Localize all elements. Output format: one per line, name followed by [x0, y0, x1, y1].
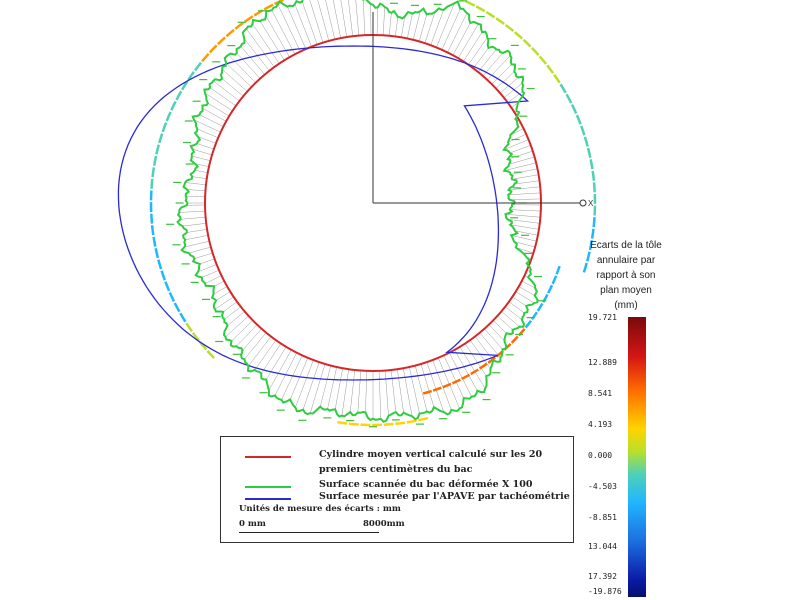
hatch-line	[185, 183, 206, 185]
hatch-line	[506, 214, 541, 217]
hatch-line	[379, 371, 381, 419]
hatch-line	[222, 69, 247, 91]
hatch-line	[214, 281, 224, 286]
hatch-line	[200, 115, 224, 127]
x-axis-label: X	[588, 199, 594, 208]
hatch-line	[185, 235, 208, 240]
ring-segment	[407, 421, 417, 423]
hatch-line	[355, 0, 359, 36]
colorbar-label: -19.876	[588, 587, 622, 596]
hatch-line	[346, 0, 353, 36]
colorbar-title-line: plan moyen	[600, 285, 652, 296]
hatch-line	[377, 7, 378, 35]
hatch-line	[511, 235, 536, 241]
colorbar-label: 4.193	[588, 420, 613, 429]
ring-segment	[557, 266, 560, 274]
scale-left-label: 0 mm	[239, 519, 266, 529]
hatch-line	[335, 368, 343, 409]
hatch-line	[511, 169, 538, 175]
hatch-line	[205, 93, 233, 111]
hatch-line	[407, 14, 412, 39]
hatch-line	[497, 316, 512, 330]
ring-segment	[349, 424, 359, 425]
hatch-line	[512, 297, 526, 306]
hatch-line	[389, 13, 391, 36]
hatch-line	[213, 81, 239, 101]
hatch-line	[295, 360, 313, 407]
hatch-line	[427, 362, 444, 412]
hatch-line	[383, 7, 385, 35]
ring-segment	[593, 171, 594, 181]
ring-segment	[171, 101, 175, 110]
hatch-line	[186, 196, 205, 197]
ring-segment	[154, 237, 156, 247]
hatch-line	[253, 24, 280, 64]
hatch-line	[510, 210, 541, 212]
hatch-line	[504, 83, 522, 98]
hatch-line	[365, 371, 367, 412]
colorbar-title-line: rapport à son	[596, 270, 656, 281]
hatch-line	[193, 149, 213, 155]
ring-segment	[210, 45, 217, 52]
hatch-line	[421, 364, 434, 407]
ring-segment	[175, 303, 180, 312]
ring-segment	[581, 126, 584, 135]
legend-text: Surface mesurée par l'APAVE par tachéométrie	[319, 491, 570, 502]
scale-bar	[239, 532, 379, 533]
hatch-line	[203, 108, 227, 121]
ring-segment	[167, 112, 171, 121]
hatch-line	[197, 144, 214, 150]
colorbar-label: 19.721	[588, 313, 617, 322]
ring-segment	[153, 167, 154, 177]
ring-segment	[462, 375, 470, 379]
ring-segment	[594, 217, 595, 227]
hatch-line	[468, 38, 487, 65]
hatch-line	[409, 367, 419, 414]
hatch-line	[403, 368, 412, 416]
hatch-line	[395, 17, 398, 37]
ring-segment	[384, 424, 394, 425]
hatch-line	[358, 371, 361, 413]
ring-segment	[165, 282, 169, 291]
hatch-line	[303, 362, 319, 410]
colorbar-label: 13.044	[588, 542, 617, 551]
ring-segment	[180, 313, 185, 322]
ring-segment	[235, 23, 243, 29]
ring-segment	[585, 137, 588, 147]
hatch-line	[473, 48, 488, 68]
hatch-line	[431, 10, 444, 45]
hatch-line	[489, 325, 505, 341]
ring-segment	[158, 260, 161, 270]
ring-segment	[567, 94, 572, 103]
hatch-line	[342, 369, 349, 416]
hatch-line	[442, 9, 461, 50]
hatch-line	[216, 292, 230, 301]
ring-segment	[554, 75, 560, 83]
hatch-line	[363, 0, 365, 35]
ring-segment	[207, 351, 214, 358]
ring-segment	[466, 1, 475, 5]
ring-segment	[515, 32, 523, 39]
hatch-line	[246, 29, 274, 67]
ring-segment	[433, 388, 441, 391]
hatch-line	[463, 32, 482, 61]
hatch-line	[192, 156, 211, 161]
ring-segment	[572, 105, 576, 114]
hatch-line	[330, 0, 341, 38]
ring-segment	[561, 84, 566, 93]
hatch-line	[397, 369, 403, 412]
ring-segment	[486, 12, 494, 17]
ring-segment	[423, 391, 432, 393]
legend-swatch-blue	[245, 498, 291, 500]
ring-segment	[176, 91, 181, 100]
hatch-line	[510, 199, 541, 200]
ring-segment	[395, 423, 405, 424]
ring-segment	[553, 276, 556, 284]
ring-segment	[245, 16, 253, 22]
hatch-line	[226, 316, 249, 337]
colorbar-label: 8.541	[588, 389, 613, 398]
hatch-line	[243, 329, 262, 351]
hatch-line	[183, 223, 207, 226]
hatch-line	[302, 2, 317, 45]
hatch-line	[227, 311, 244, 326]
hatch-line	[478, 50, 496, 73]
hatch-line	[181, 217, 206, 219]
legend-swatch-red	[245, 456, 291, 458]
ring-segment	[480, 364, 487, 369]
hatch-line	[350, 370, 355, 412]
hatch-line	[448, 13, 467, 52]
ring-segment	[163, 123, 166, 132]
ring-segment	[471, 370, 479, 375]
hatch-line	[290, 358, 308, 400]
ring-segment	[170, 293, 174, 302]
ring-segment	[548, 285, 552, 293]
ring-segment	[186, 323, 192, 331]
deviation-hatching	[179, 0, 541, 419]
colorbar-title-line: Ecarts de la tôle	[590, 240, 662, 251]
legend	[220, 436, 574, 543]
ring-segment	[152, 225, 153, 235]
hatch-line	[187, 229, 207, 232]
ring-segment	[512, 337, 518, 343]
hatch-line	[310, 364, 325, 413]
hatch-line	[419, 14, 427, 41]
hatch-line	[202, 270, 219, 277]
colorbar	[628, 317, 646, 597]
ring-segment	[156, 248, 158, 258]
hatch-line	[189, 247, 211, 253]
hatch-line	[514, 181, 539, 184]
colorbar-label: 17.392	[588, 572, 617, 581]
hatch-line	[501, 311, 519, 326]
hatch-line	[214, 286, 228, 294]
hatch-line	[509, 157, 535, 164]
hatch-line	[295, 4, 312, 46]
hatch-line	[487, 56, 510, 81]
colorbar-title	[585, 238, 667, 313]
hatch-line	[187, 190, 205, 191]
hatch-line	[385, 371, 388, 416]
ring-segment	[594, 182, 595, 192]
hatch-line	[512, 175, 539, 180]
ring-segment	[476, 6, 485, 11]
hatch-line	[519, 286, 535, 295]
hatch-line	[413, 11, 420, 40]
hatch-line	[484, 329, 502, 350]
hatch-line	[261, 344, 281, 374]
hatch-line	[197, 129, 218, 138]
hatch-line	[215, 297, 234, 309]
scale-right-label: 8000mm	[363, 519, 405, 529]
hatch-line	[475, 337, 493, 361]
ring-segment	[577, 115, 581, 124]
hatch-line	[436, 3, 454, 47]
ring-segment	[202, 54, 209, 62]
ring-segment	[443, 384, 451, 387]
hatch-line	[508, 193, 541, 195]
hatch-line	[185, 241, 210, 247]
hatch-line	[222, 79, 243, 97]
ring-segment	[506, 25, 514, 31]
hatch-line	[337, 0, 346, 37]
hatch-line	[226, 63, 251, 87]
x-axis-marker	[580, 200, 586, 206]
scale-title: Unités de mesure des écarts : mm	[239, 504, 401, 514]
ring-segment	[588, 148, 590, 158]
ring-segment	[532, 48, 539, 55]
ring-segment	[526, 321, 531, 328]
hatch-line	[237, 53, 260, 79]
ring-segment	[547, 65, 553, 73]
ring-segment	[524, 40, 531, 47]
hatch-line	[200, 259, 215, 264]
legend-swatch-green	[245, 486, 291, 488]
colorbar-label: -8.851	[588, 513, 617, 522]
hatch-line	[198, 265, 217, 272]
ring-segment	[538, 304, 543, 311]
colorbar-label: 12.889	[588, 358, 617, 367]
legend-text: Cylindre moyen vertical calculé sur les 20	[319, 449, 543, 460]
ring-segment	[151, 214, 152, 224]
hatch-line	[232, 320, 253, 341]
hatch-line	[205, 276, 221, 284]
hatch-line	[223, 302, 237, 312]
ring-segment	[532, 312, 537, 319]
hatch-line	[192, 177, 207, 179]
hatch-line	[415, 366, 427, 412]
ring-segment	[152, 179, 153, 189]
colorbar-title-line: (mm)	[614, 300, 638, 311]
hatch-line	[510, 145, 531, 153]
hatch-line	[391, 370, 396, 412]
ring-segment	[337, 422, 347, 423]
ring-segment	[496, 18, 504, 24]
ring-segment	[540, 56, 546, 64]
hatch-line	[179, 211, 205, 212]
ring-segment	[226, 30, 234, 36]
hatch-line	[244, 333, 266, 360]
hatch-line	[224, 307, 240, 320]
hatch-line	[208, 103, 229, 116]
hatch-line	[458, 24, 478, 58]
ring-segment	[159, 134, 162, 143]
ring-segment	[195, 63, 201, 71]
colorbar-label: 0.000	[588, 451, 613, 460]
legend-text: Surface scannée du bac déformée X 100	[319, 479, 533, 490]
ring-segment	[218, 37, 225, 44]
hatch-line	[255, 340, 276, 370]
hatch-line	[195, 170, 208, 172]
hatch-line	[287, 7, 306, 49]
ring-segment	[162, 271, 165, 280]
colorbar-label: -4.503	[588, 482, 617, 491]
ring-segment	[591, 159, 593, 169]
hatch-line	[237, 325, 258, 347]
colorbar-title-line: annulaire par	[596, 255, 656, 266]
ring-segment	[452, 380, 460, 384]
hatch-line	[401, 17, 405, 38]
ring-segment	[418, 418, 428, 420]
hatch-line	[505, 307, 522, 320]
hatch-line	[453, 23, 470, 55]
ring-segment	[156, 145, 158, 155]
hatch-line	[195, 253, 213, 259]
legend-text: premiers centimètres du bac	[319, 464, 473, 475]
hatch-line	[210, 88, 236, 106]
ring-segment	[154, 156, 156, 166]
